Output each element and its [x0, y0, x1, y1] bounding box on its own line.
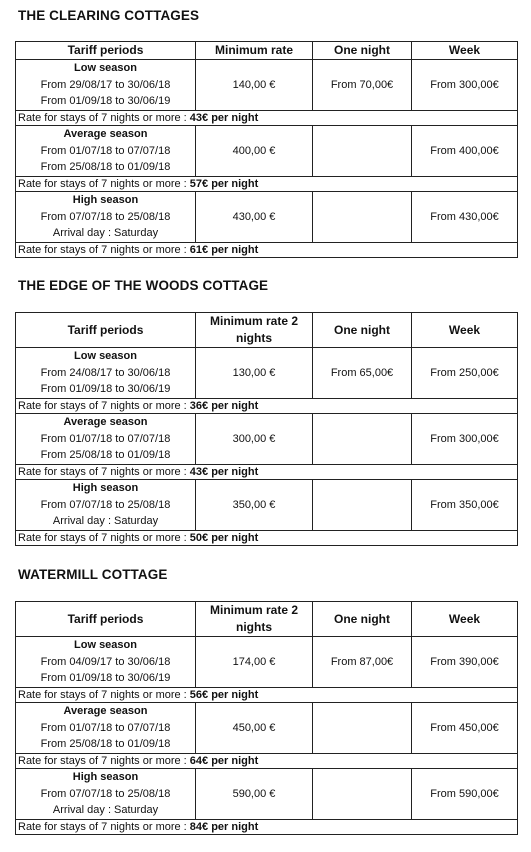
rate-note-row — [16, 820, 518, 835]
one-night-rate: From 70,00€ — [313, 60, 412, 111]
rate-note-text: Rate for stays of 7 nights or more : — [18, 688, 190, 701]
section-title: THE EDGE OF THE WOODS COTTAGE — [18, 278, 269, 293]
tariff-table — [15, 601, 518, 835]
one-night-rate — [313, 192, 412, 243]
table-row — [16, 192, 518, 243]
minimum-rate: 590,00 € — [196, 769, 313, 820]
one-night-rate — [313, 703, 412, 754]
period-dates: From 04/09/17 to 30/06/18 — [40, 655, 171, 668]
rate-note — [16, 688, 518, 703]
week-rate: From 250,00€ — [412, 348, 518, 399]
period-dates: From 25/08/18 to 01/09/18 — [40, 449, 171, 462]
minimum-rate: 174,00 € — [196, 637, 313, 688]
period-dates: From 01/09/18 to 30/06/19 — [40, 95, 171, 108]
period-cell — [16, 769, 196, 820]
header-week: Week — [412, 313, 518, 348]
minimum-rate: 350,00 € — [196, 480, 313, 531]
season-name: High season — [72, 771, 139, 784]
header-minimum-rate: Minimum rate — [196, 42, 313, 60]
rate-note-value: 57€ per night — [189, 177, 259, 190]
period-cell — [16, 126, 196, 177]
rate-note — [16, 754, 518, 769]
week-rate: From 400,00€ — [412, 126, 518, 177]
one-night-rate: From 87,00€ — [313, 637, 412, 688]
period-dates: From 01/07/18 to 07/07/18 — [40, 144, 171, 157]
period-dates: From 29/08/17 to 30/06/18 — [40, 78, 171, 91]
rate-note-text: Rate for stays of 7 nights or more : — [18, 111, 190, 124]
period-dates: Arrival day : Saturday — [52, 227, 159, 240]
one-night-rate — [313, 126, 412, 177]
period-dates: From 07/07/18 to 25/08/18 — [40, 498, 171, 511]
rate-note-text: Rate for stays of 7 nights or more : — [18, 243, 190, 256]
tariff-table — [15, 41, 518, 258]
rate-note-row — [16, 243, 518, 258]
table-row — [16, 126, 518, 177]
header-tariff-periods: Tariff periods — [16, 313, 196, 348]
header-one-night: One night — [313, 42, 412, 60]
rate-note-value: 61€ per night — [189, 243, 259, 256]
period-cell — [16, 60, 196, 111]
season-name: High season — [72, 194, 139, 207]
minimum-rate: 130,00 € — [196, 348, 313, 399]
week-rate: From 590,00€ — [412, 769, 518, 820]
period-dates: From 07/07/18 to 25/08/18 — [40, 787, 171, 800]
rate-note-row — [16, 111, 518, 126]
rate-note-text: Rate for stays of 7 nights or more : — [18, 820, 190, 833]
season-name: Average season — [63, 416, 148, 429]
period-dates: From 01/09/18 to 30/06/19 — [40, 383, 171, 396]
rate-note-text: Rate for stays of 7 nights or more : — [18, 465, 190, 478]
header-one-night: One night — [313, 602, 412, 637]
period-cell — [16, 703, 196, 754]
rate-note-value: 64€ per night — [189, 754, 259, 767]
rate-note-value: 56€ per night — [189, 688, 259, 701]
week-rate: From 300,00€ — [412, 60, 518, 111]
minimum-rate: 430,00 € — [196, 192, 313, 243]
season-name: Low season — [74, 639, 137, 652]
rate-note-row — [16, 399, 518, 414]
table-row — [16, 769, 518, 820]
header-tariff-periods: Tariff periods — [16, 602, 196, 637]
rate-note — [16, 531, 518, 546]
week-rate: From 390,00€ — [412, 637, 518, 688]
period-dates: From 07/07/18 to 25/08/18 — [40, 210, 171, 223]
tariff-table — [15, 312, 518, 546]
rate-note — [16, 111, 518, 126]
header-tariff-periods: Tariff periods — [16, 42, 196, 60]
season-name: Average season — [63, 128, 148, 141]
period-dates: From 01/07/18 to 07/07/18 — [40, 432, 171, 445]
section-title: THE CLEARING COTTAGES — [18, 8, 200, 23]
rate-note — [16, 177, 518, 192]
period-cell — [16, 637, 196, 688]
rate-note-text: Rate for stays of 7 nights or more : — [18, 399, 190, 412]
period-dates: From 25/08/18 to 01/09/18 — [40, 161, 171, 174]
season-name: Average season — [63, 705, 148, 718]
one-night-rate: From 65,00€ — [313, 348, 412, 399]
rate-note-value: 84€ per night — [189, 820, 259, 833]
rate-note-text: Rate for stays of 7 nights or more : — [18, 531, 190, 544]
season-name: High season — [72, 482, 139, 495]
header-minimum-rate: Minimum rate 2 nights — [196, 602, 313, 637]
week-rate: From 450,00€ — [412, 703, 518, 754]
period-cell — [16, 348, 196, 399]
period-cell — [16, 480, 196, 531]
period-dates: From 24/08/17 to 30/06/18 — [40, 366, 171, 379]
season-name: Low season — [74, 62, 137, 75]
rate-note-value: 43€ per night — [189, 465, 259, 478]
period-cell — [16, 192, 196, 243]
period-dates: Arrival day : Saturday — [52, 804, 159, 817]
rate-note-value: 43€ per night — [189, 111, 259, 124]
minimum-rate: 300,00 € — [196, 414, 313, 465]
table-row — [16, 637, 518, 688]
one-night-rate — [313, 769, 412, 820]
header-minimum-rate: Minimum rate 2 nights — [196, 313, 313, 348]
minimum-rate: 450,00 € — [196, 703, 313, 754]
rate-note-text: Rate for stays of 7 nights or more : — [18, 177, 190, 190]
rate-note-row — [16, 531, 518, 546]
header-week: Week — [412, 42, 518, 60]
week-rate: From 300,00€ — [412, 414, 518, 465]
table-row — [16, 60, 518, 111]
one-night-rate — [313, 480, 412, 531]
one-night-rate — [313, 414, 412, 465]
period-dates: From 01/09/18 to 30/06/19 — [40, 672, 171, 685]
table-row — [16, 703, 518, 754]
rate-note-row — [16, 754, 518, 769]
week-rate: From 350,00€ — [412, 480, 518, 531]
minimum-rate: 400,00 € — [196, 126, 313, 177]
rate-note-value: 50€ per night — [189, 531, 259, 544]
table-row — [16, 480, 518, 531]
period-dates: From 01/07/18 to 07/07/18 — [40, 721, 171, 734]
header-week: Week — [412, 602, 518, 637]
season-name: Low season — [74, 350, 137, 363]
period-dates: Arrival day : Saturday — [52, 515, 159, 528]
table-row — [16, 414, 518, 465]
rate-note-row — [16, 465, 518, 480]
rate-note — [16, 465, 518, 480]
minimum-rate: 140,00 € — [196, 60, 313, 111]
week-rate: From 430,00€ — [412, 192, 518, 243]
period-dates: From 25/08/18 to 01/09/18 — [40, 738, 171, 751]
period-cell — [16, 414, 196, 465]
rate-note — [16, 243, 518, 258]
rate-note-value: 36€ per night — [189, 399, 259, 412]
rate-note — [16, 820, 518, 835]
rate-note-row — [16, 688, 518, 703]
rate-note-row — [16, 177, 518, 192]
header-one-night: One night — [313, 313, 412, 348]
rate-note — [16, 399, 518, 414]
table-row — [16, 348, 518, 399]
rate-note-text: Rate for stays of 7 nights or more : — [18, 754, 190, 767]
section-title: WATERMILL COTTAGE — [18, 567, 168, 582]
